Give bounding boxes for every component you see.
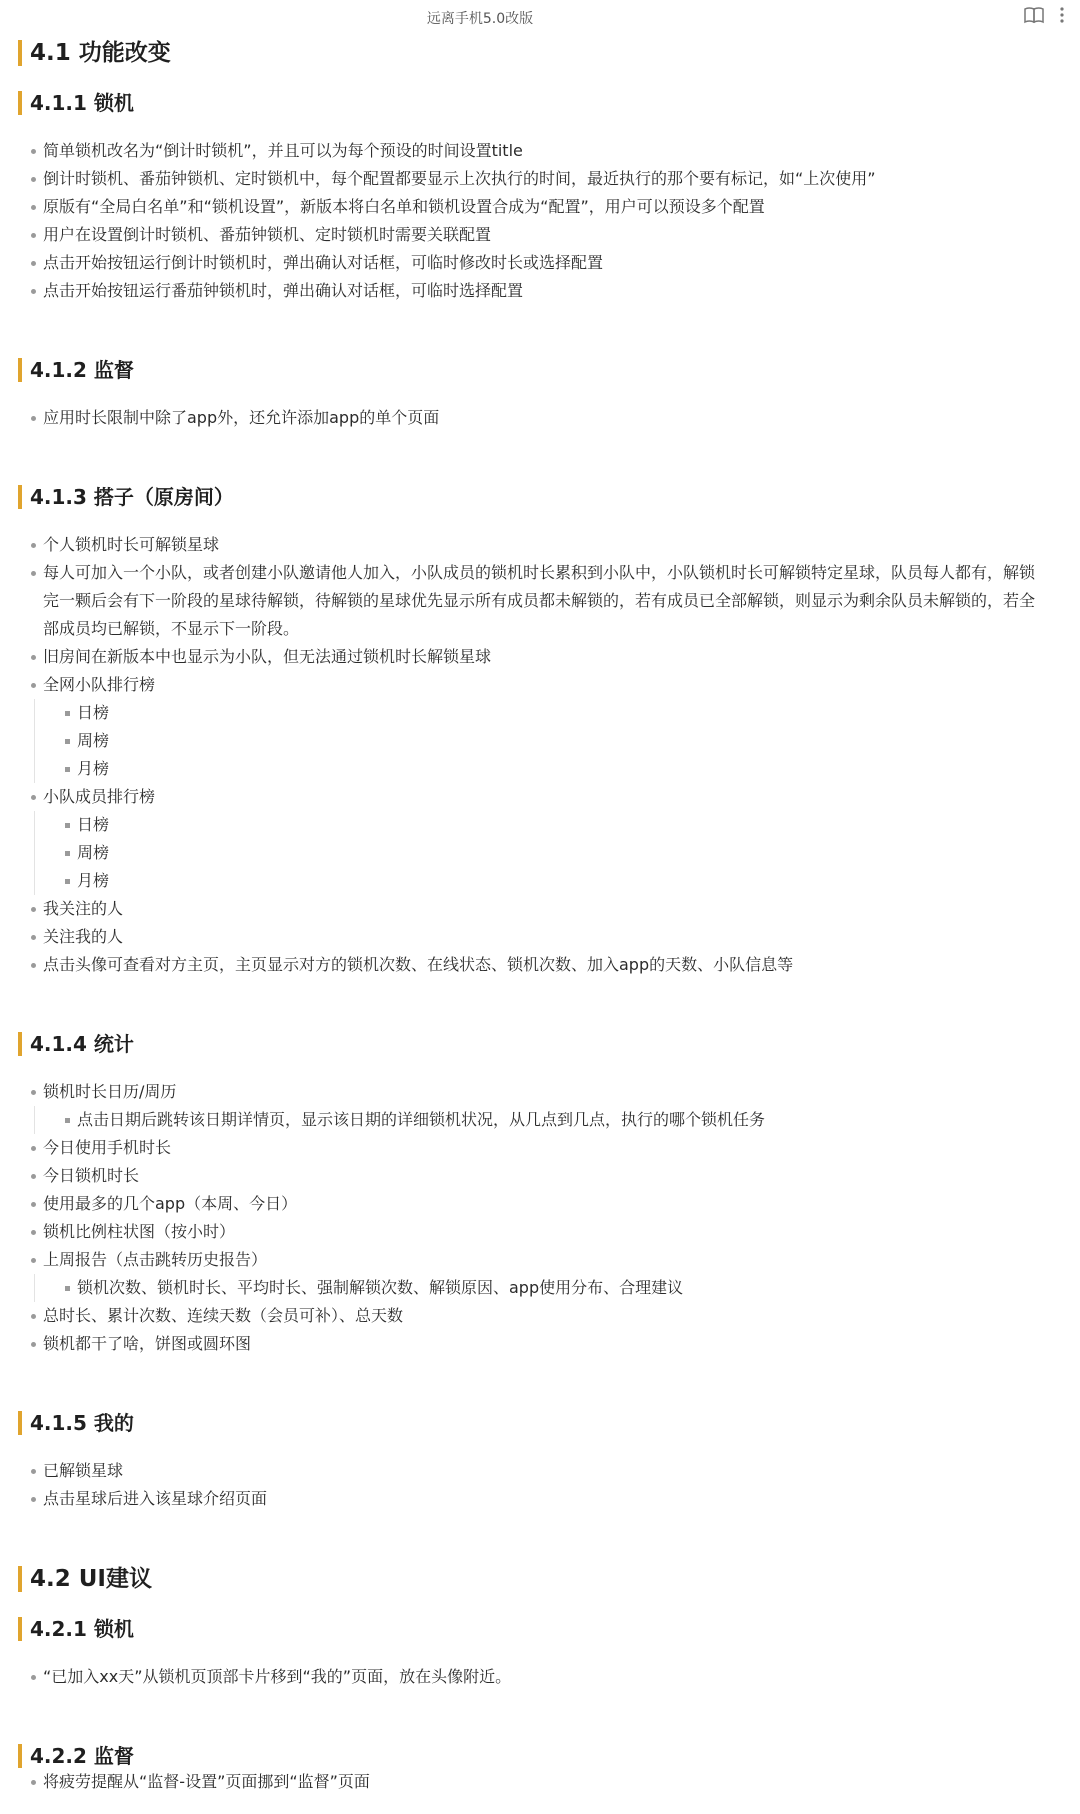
list-4-1-2 — [0, 404, 1080, 432]
title-bar — [0, 0, 1080, 32]
list-item: 点击头像可查看对方主页，主页显示对方的锁机次数、在线状态、锁机次数、加入app的天数、小队信息等 — [0, 951, 1080, 979]
list-4-2-1 — [0, 1663, 1080, 1691]
list-item: 关注我的人 — [0, 923, 1080, 951]
document-body — [0, 40, 1080, 1796]
list-item: 锁机比例柱状图（按小时） — [0, 1218, 1080, 1246]
list-item: 使用最多的几个app（本周、今日） — [0, 1190, 1080, 1218]
list-item: 每人可加入一个小队，或者创建小队邀请他人加入，小队成员的锁机时长累积到小队中，小队锁机时长可解锁特定星球，队员每人都有，解锁完一颗后会有下一阶段的星球待解锁，待解锁的星球优先显示所有成员都未解锁的，若有成员已全部解锁，则显示为剩余队员未解锁的，若全部成员均已解锁，不显示下一阶段。 — [0, 559, 1080, 643]
nested-list-global-ranking — [34, 699, 1080, 783]
nested-list-calendar — [34, 1106, 1080, 1134]
list-item: 点击开始按钮运行番茄钟锁机时，弹出确认对话框，可临时选择配置 — [0, 277, 1080, 305]
list-item: 点击日期后跳转该日期详情页，显示该日期的详细锁机状况，从几点到几点，执行的哪个锁机任务 — [35, 1106, 1080, 1134]
list-item: 总时长、累计次数、连续天数（会员可补）、总天数 — [0, 1302, 1080, 1330]
heading-4-1: 4.1 功能改变 — [18, 40, 1080, 66]
list-item: 点击星球后进入该星球介绍页面 — [0, 1485, 1080, 1513]
list-item: 日榜 — [35, 811, 1080, 839]
heading-4-2-1: 4.2.1 锁机 — [18, 1617, 1080, 1641]
list-item: 月榜 — [35, 867, 1080, 895]
list-4-1-5 — [0, 1457, 1080, 1513]
list-item: “已加入xx天”从锁机页顶部卡片移到“我的”页面，放在头像附近。 — [0, 1663, 1080, 1691]
book-icon[interactable] — [1023, 5, 1045, 25]
nested-list-report — [34, 1274, 1080, 1302]
list-4-1-1 — [0, 137, 1080, 305]
list-item: 周榜 — [35, 839, 1080, 867]
heading-4-1-3: 4.1.3 搭子（原房间） — [18, 485, 1080, 509]
list-item: 锁机时长日历/周历 — [0, 1078, 1080, 1106]
list-item: 已解锁星球 — [0, 1457, 1080, 1485]
list-item: 今日锁机时长 — [0, 1162, 1080, 1190]
list-4-1-4 — [0, 1078, 1080, 1358]
list-item: 倒计时锁机、番茄钟锁机、定时锁机中，每个配置都要显示上次执行的时间，最近执行的那个要有标记，如“上次使用” — [0, 165, 1080, 193]
list-item: 小队成员排行榜 — [0, 783, 1080, 811]
list-item: 旧房间在新版本中也显示为小队，但无法通过锁机时长解锁星球 — [0, 643, 1080, 671]
list-item: 锁机次数、锁机时长、平均时长、强制解锁次数、解锁原因、app使用分布、合理建议 — [35, 1274, 1080, 1302]
heading-4-2: 4.2 UI建议 — [18, 1566, 1080, 1592]
list-item: 月榜 — [35, 755, 1080, 783]
heading-4-1-2: 4.1.2 监督 — [18, 358, 1080, 382]
list-item: 个人锁机时长可解锁星球 — [0, 531, 1080, 559]
heading-4-1-4: 4.1.4 统计 — [18, 1032, 1080, 1056]
list-item: 原版有“全局白名单”和“锁机设置”，新版本将白名单和锁机设置合成为“配置”，用户可以预设多个配置 — [0, 193, 1080, 221]
list-item: 上周报告（点击跳转历史报告） — [0, 1246, 1080, 1274]
list-item: 用户在设置倒计时锁机、番茄钟锁机、定时锁机时需要关联配置 — [0, 221, 1080, 249]
list-item: 日榜 — [35, 699, 1080, 727]
list-item: 周榜 — [35, 727, 1080, 755]
list-4-1-3 — [0, 531, 1080, 979]
list-item: 简单锁机改名为“倒计时锁机”，并且可以为每个预设的时间设置title — [0, 137, 1080, 165]
nested-list-member-ranking — [34, 811, 1080, 895]
more-icon[interactable] — [1059, 5, 1065, 25]
heading-4-1-1: 4.1.1 锁机 — [18, 91, 1080, 115]
document-title: 远离手机5.0改版 — [426, 11, 534, 27]
list-item: 将疲劳提醒从“监督-设置”页面挪到“监督”页面 — [0, 1768, 1080, 1796]
list-item: 我关注的人 — [0, 895, 1080, 923]
list-item: 今日使用手机时长 — [0, 1134, 1080, 1162]
list-item: 全网小队排行榜 — [0, 671, 1080, 699]
list-item: 点击开始按钮运行倒计时锁机时，弹出确认对话框，可临时修改时长或选择配置 — [0, 249, 1080, 277]
list-4-2-2 — [0, 1768, 1080, 1796]
heading-4-1-5: 4.1.5 我的 — [18, 1411, 1080, 1435]
list-item: 锁机都干了啥，饼图或圆环图 — [0, 1330, 1080, 1358]
heading-4-2-2: 4.2.2 监督 — [18, 1744, 1080, 1768]
list-item: 应用时长限制中除了app外，还允许添加app的单个页面 — [0, 404, 1080, 432]
